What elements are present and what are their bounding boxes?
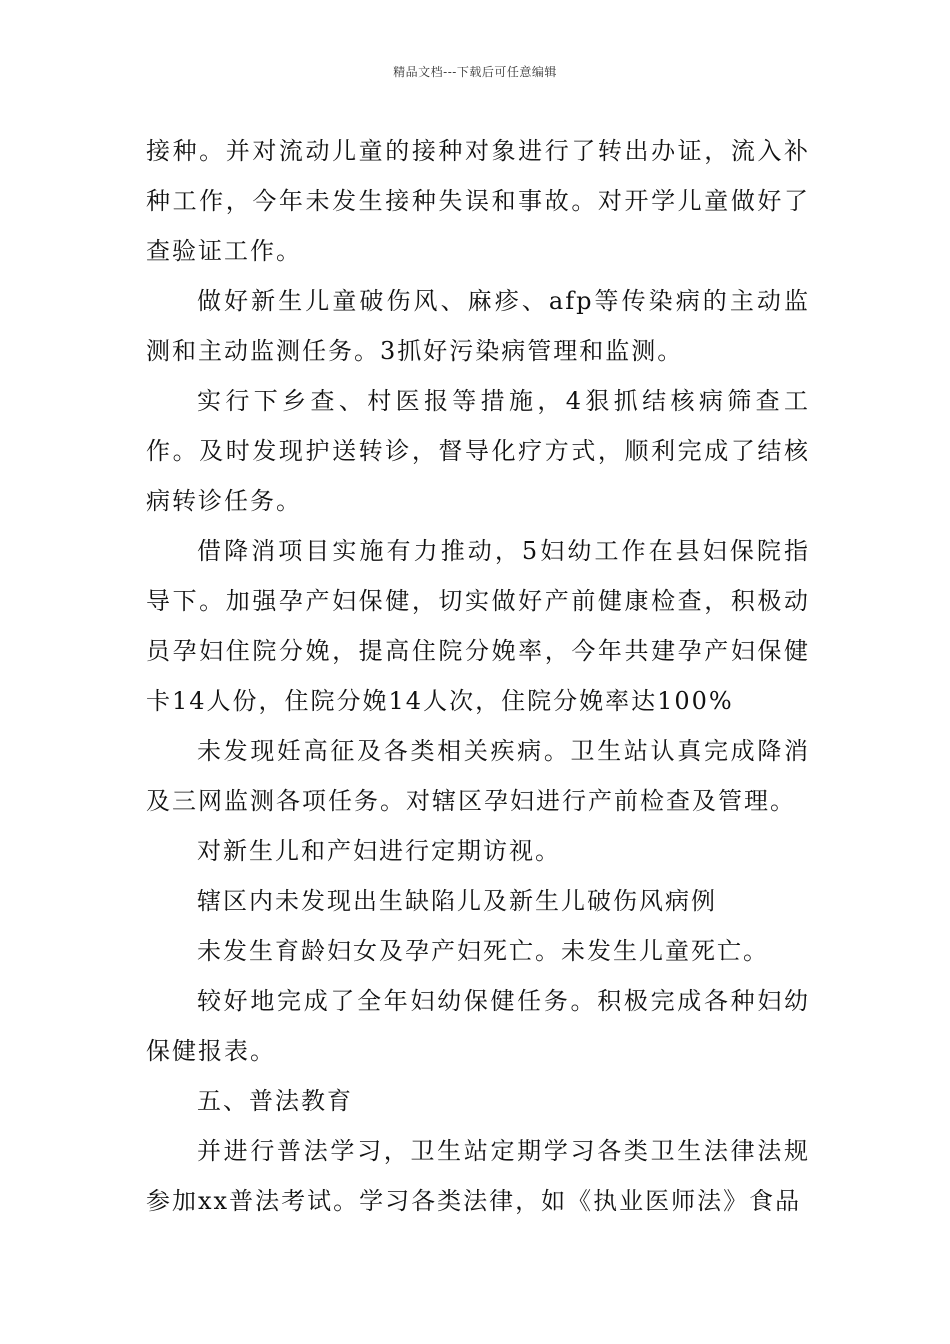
paragraph-maternal-child: 借降消项目实施有力推动，5妇幼工作在县妇保院指导下。加强孕产妇保健，切实做好产前健康检查，积极动员孕妇住院分娩，提高住院分娩率，今年共建孕产妇保健卡14人份，住院分娩14人次，住院分娩率达100%: [146, 537, 810, 715]
section-heading-legal-education: 五、普法教育: [197, 1087, 353, 1115]
paragraph-legal-study: 并进行普法学习，卫生站定期学习各类卫生法律法规参加xx普法考试。学习各类法律，如《执业医师法》食品: [146, 1137, 810, 1215]
paragraph-disease-monitoring: 做好新生儿童破伤风、麻疹、afp等传染病的主动监测和主动监测任务。3抓好污染病管理和监测。: [146, 287, 810, 365]
paragraph-tuberculosis: 实行下乡查、村医报等措施，4狠抓结核病筛查工作。及时发现护送转诊，督导化疗方式，顺利完成了结核病转诊任务。: [146, 387, 810, 515]
paragraph-newborn-visit: 对新生儿和产妇进行定期访视。: [197, 837, 561, 865]
paragraph-birth-defects: 辖区内未发现出生缺陷儿及新生儿破伤风病例: [197, 887, 717, 915]
paragraph-mortality: 未发生育龄妇女及孕产妇死亡。未发生儿童死亡。: [197, 937, 769, 965]
document-body: [146, 126, 810, 1226]
paragraph-reports: 较好地完成了全年妇幼保健任务。积极完成各种妇幼保健报表。: [146, 987, 810, 1065]
page-header: 精品文档---下载后可任意编辑: [393, 65, 557, 79]
paragraph-prenatal: 未发现妊高征及各类相关疾病。卫生站认真完成降消及三网监测各项任务。对辖区孕妇进行产前检查及管理。: [146, 737, 810, 815]
paragraph-vaccination: 接种。并对流动儿童的接种对象进行了转出办证，流入补种工作，今年未发生接种失误和事故。对开学儿童做好了查验证工作。: [146, 137, 810, 265]
